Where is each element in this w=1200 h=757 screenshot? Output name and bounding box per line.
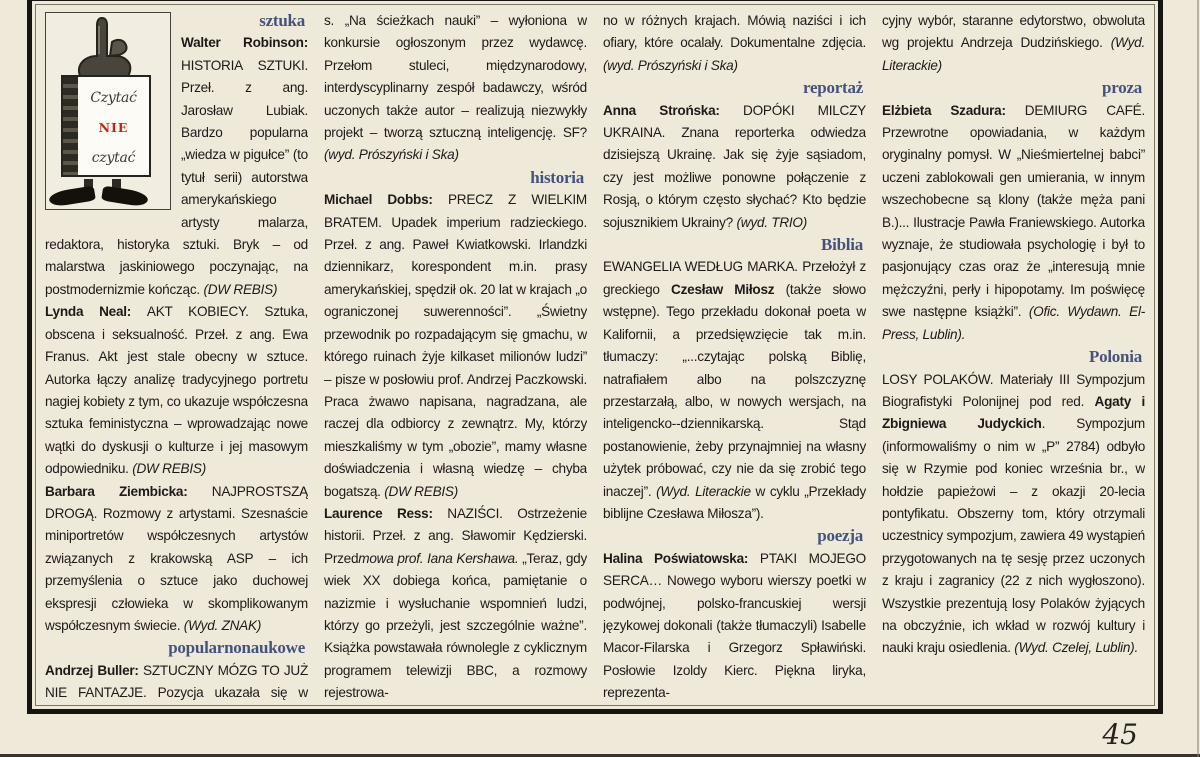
review-text: Halina Poświatowska: PTAKI MOJEGO SERCA… Nowego wyboru wierszy poetki w podwójnej, polsko-francuskiej wersji językowej dokonali (także tłumaczyli) Isabelle Macor-Filarska i Grzegorz Spławiński. Posłowie Izoldy Kierc. Piękna liryka, reprezenta- [603, 550, 866, 701]
book-cover-line: Czytać [90, 90, 137, 106]
section-header: reportaż [803, 78, 863, 98]
content-frame [27, 0, 1163, 714]
section-header: sztuka [259, 11, 305, 30]
section-header: proza [1102, 78, 1142, 98]
shoe-icon [48, 185, 96, 207]
review-text: s. „Na ścieżkach nauki” – wyłoniona w konkursie ogłoszonym przez wydawcę. Przełom stuleci, międzynarodowy, interdyscyplinarny zespół badawczy, wśród uczonych także autor – realizują niezwykły projekt – tworzą sztuczną inteligencję. SF? (wyd. Prószyński i Ska) [324, 13, 587, 163]
text-column [603, 10, 866, 701]
book-cover [78, 77, 149, 175]
review-text: no w różnych krajach. Mówią naziści i ich ofiary, które ocalały. Dokumentalne zdjęcia. (wyd. Prószyński i Ska) [603, 13, 866, 73]
section-header: poezja [817, 526, 863, 546]
scan-edge-right [1197, 0, 1199, 757]
text-column [324, 10, 587, 701]
reading-illustration [45, 12, 171, 210]
review-text: Barbara Ziembicka: NAJPROSTSZĄ DROGĄ. Rozmowy z artystami. Szesnaście miniportretów współczesnych artystów związanych z krakowską ASP – ich przemyślenia o sztuce jako duchowej ekspresji człowieka w skomplikowanym współczesnym świecie. (Wyd. ZNAK) [45, 483, 308, 633]
shoe-icon [101, 185, 149, 207]
review-text: Walter Robinson: HISTORIA SZTUKI. Przeł. z ang. Jarosław Lubiak. Bardzo popularna „wiedza w pigułce” (to tytuł serii) autorstwa amerykańskiego artysty malarza, redaktora, historyka sztuki. Bryk – od malarstwa jaskiniowego poczynając, na postmodernizmie kończąc. (DW REBIS) [45, 35, 308, 297]
page-number: 45 [1102, 718, 1138, 751]
text-column [45, 10, 308, 701]
book-cover-line-nie: NIE [98, 120, 129, 136]
review-columns [32, 1, 1158, 709]
review-text: EWANGELIA WEDŁUG MARKA. Przełożył z greckiego Czesław Miłosz (także słowo wstępne). Tego przekładu dokonał poeta w Kalifornii, a przedsięwzięcie tak m.in. tłumaczy: „...czytając polską Biblię, natrafiałem albo na polszczyznę przestarzałą, albo, w nowych wersjach, na inteligencko--dziennikarską. Stąd postanowienie, żeby przynajmniej na własny użytek próbować, czy nie da się zrobić tego inaczej”. (Wyd. Literackie w cyklu „Przekłady biblijne Czesława Miłosza”). [603, 259, 866, 521]
review-text: LOSY POLAKÓW. Materiały III Sympozjum Biografistyki Polonijnej pod red. Agaty i Zbigniewa Judyckich. Sympozjum (informowaliśmy o nim w „P” 2784) odbyło się w Rzymie pod koniec września br., w hołdzie papieżowi – z okazji 20-lecia pontyfikatu. Obszerny tom, który otrzymali uczestnicy sympozjum, zawiera 49 wystąpień przygotowanych na tę sesję przez uczonych z kraju i zagranicy (22 z nich wygłoszono). Wszystkie prezentują losy Polaków żyjących na obczyźnie, ich wkład w rozwój kultury i nauki kraju osiedlenia. (Wyd. Czelej, Lublin). [882, 371, 1145, 656]
review-text: cyjny wybór, staranne edytorstwo, obwoluta wg projektu Andrzeja Dudzińskiego. (Wyd. Literackie) [882, 13, 1145, 73]
section-header: historia [530, 167, 584, 187]
book-spine [63, 77, 78, 175]
book-illustration [61, 75, 151, 177]
section-header: popularnonaukowe [168, 638, 305, 658]
text-column [882, 10, 1145, 701]
section-header: Polonia [1088, 347, 1142, 367]
review-text: Lynda Neal: AKT KOBIECY. Sztuka, obscena i seksualność. Przeł. z ang. Ewa Franus. Akt jest stale obecny w sztuce. Autorka łączy analizę tradycyjnego portretu nagiej kobiety z tym, co ukazuje współczesna sztuka feministyczna – wprowadzając nowe wątki do dyskusji o kulturze i jej masowym odpowiedniku. (DW REBIS) [45, 304, 308, 477]
section-header: Biblia [821, 235, 863, 255]
book-cover-line: czytać [91, 149, 136, 166]
review-text: Michael Dobbs: PRECZ Z WIELKIM BRATEM. Upadek imperium radzieckiego. Przeł. z ang. Paweł Kwiatkowski. Irlandzki dziennikarz, korespondent m.in. prasy amerykańskiej, spędził ok. 20 lat w krajach „o ograniczonej suwerenności”. „Świetny przewodnik po rozpadającym się gmachu, w którego ruinach żyje kilkaset milionów ludzi” – pisze w posłowiu prof. Andrzej Paczkowski. Praca żwawo napisana, nagradzana, ale raczej dla odbiorcy z zewnątrz. My, którzy mieszkaliśmy w tym „obozie”, mamy własne doświadczenia i własną wiedzę – chyba bogatszą. (DW REBIS) [324, 192, 587, 499]
review-text: Andrzej Buller: SZTUCZNY MÓZG TO JUŻ NIE FANTAZJE. Pozycja ukazała się w [45, 662, 308, 701]
review-text: Elżbieta Szadura: DEMIURG CAFÉ. Przewrotne opowiadania, w każdym oryginalny pomysł. W „Nieśmiertelnej babci” uczeni zablokowali gen umierania, w innym wszechobecne są klony (także męża pani B.)... Ilustracje Pawła Franiewskiego. Autorka wyznaje, że studiowała psychologię i był to pasjonujący czas oraz że „interesują mnie mężczyźni, perły i hipopotamy. Im poświęcę swe następne książki”. (Ofic. Wydawn. El-Press, Lublin). [882, 102, 1145, 342]
review-text: Anna Strońska: DOPÓKI MILCZY UKRAINA. Znana reporterka odwiedza dzisiejszą Ukrainę. Jak się żyje sąsiadom, czy jest możliwe ponowne połączenie z Rosją, o którym często słychać? Kto będzie sojusznikiem Ukrainy? (wyd. TRIO) [603, 102, 866, 230]
review-text: Laurence Ress: NAZIŚCI. Ostrzeżenie historii. Przeł. z ang. Sławomir Kędzierski. Przedmowa prof. Iana Kershawa. „Teraz, gdy wiek XX dobiega końca, pamiętanie o nazizmie i wysłuchanie wspomnień ludzi, którzy go przeżyli, jest szczególnie ważne”. Książka powstawała równolegle z cyklicznym programem telewizji BBC, a rozmowy rejestrowa- [324, 505, 587, 701]
